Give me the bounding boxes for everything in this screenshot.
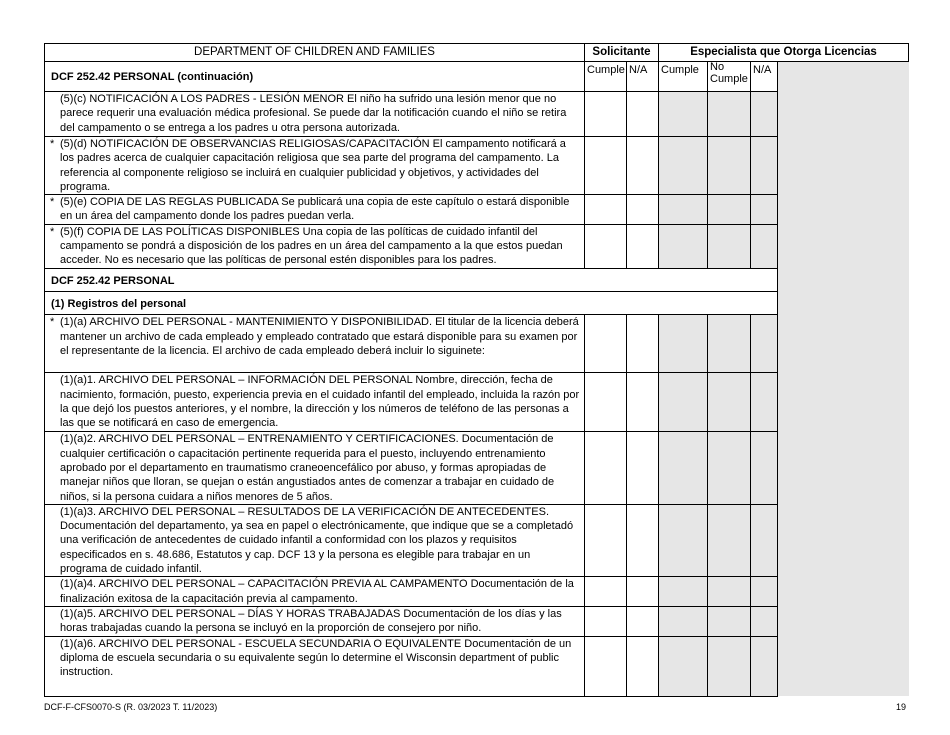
checklist-item: * (1)(a) ARCHIVO DEL PERSONAL - MANTENIMIENTO Y DISPONIBILIDAD. El titular de la licencia deberá mantener un archivo de cada empleado y empleado contratado que estará disponible para su examen por el representante de la licencia. El archivo de cada empleado deberá incluir lo siguinete: — [45, 315, 585, 373]
na-check[interactable] — [627, 92, 659, 137]
specialist-cumple-check[interactable] — [659, 92, 708, 137]
specialist-na-check[interactable] — [751, 137, 778, 195]
na-check[interactable] — [627, 577, 659, 607]
specialist-na-check[interactable] — [751, 577, 778, 607]
cumple-check[interactable] — [585, 315, 627, 373]
section-heading: DCF 252.42 PERSONAL — [45, 268, 778, 291]
cumple-check[interactable] — [585, 137, 627, 195]
specialist-na-check[interactable] — [751, 195, 778, 225]
cumple-check[interactable] — [585, 432, 627, 504]
na-check[interactable] — [627, 606, 659, 636]
specialist-cumple-check[interactable] — [659, 636, 708, 696]
page-number: 19 — [895, 702, 906, 712]
cumple-check[interactable] — [585, 92, 627, 137]
specialist-no-cumple-check[interactable] — [708, 577, 751, 607]
cumple-check[interactable] — [585, 373, 627, 432]
cumple-check[interactable] — [585, 504, 627, 576]
specialist-na-check[interactable] — [751, 432, 778, 504]
specialist-na-check[interactable] — [751, 315, 778, 373]
na-check[interactable] — [627, 373, 659, 432]
checklist-table — [44, 43, 909, 697]
no-cumple-header: No Cumple — [708, 62, 751, 92]
specialist-no-cumple-check[interactable] — [708, 636, 751, 696]
form-sheet — [44, 43, 908, 697]
cumple-header: Cumple — [585, 62, 627, 92]
specialist-na-check[interactable] — [751, 606, 778, 636]
na-check[interactable] — [627, 137, 659, 195]
na-check[interactable] — [627, 224, 659, 268]
checklist-item: (1)(a)4. ARCHIVO DEL PERSONAL – CAPACITACIÓN PREVIA AL CAMPAMENTO Documentación de la finalización exitosa de la capacitación previa al campamento. — [45, 577, 585, 607]
specialist-cumple-check[interactable] — [659, 577, 708, 607]
department-title: DEPARTMENT OF CHILDREN AND FAMILIES — [45, 44, 585, 62]
specialist-cumple-check[interactable] — [659, 373, 708, 432]
specialist-no-cumple-check[interactable] — [708, 92, 751, 137]
specialist-no-cumple-check[interactable] — [708, 195, 751, 225]
checklist-item: * (5)(f) COPIA DE LAS POLÍTICAS DISPONIBLES Una copia de las políticas de cuidado infantil del campamento se pondrá a disposición de los padres en un área del campamento a la que estos puedan acceder. No es necesario que las políticas de personal estén disponibles para los padres. — [45, 224, 585, 268]
specialist-na-check[interactable] — [751, 636, 778, 696]
checklist-item: (1)(a)1. ARCHIVO DEL PERSONAL – INFORMACIÓN DEL PERSONAL Nombre, dirección, fecha de nacimiento, formación, puesto, experiencia previa en el cuidado infantil del empleado, incluida la razón por la que dejó los puestos anteriores, y el nombre, la dirección y los números de teléfono de las personas a las que se notificará en caso de emergencia. — [45, 373, 585, 432]
specialist-no-cumple-check[interactable] — [708, 373, 751, 432]
specialist-no-cumple-check[interactable] — [708, 224, 751, 268]
solicitante-header: Solicitante — [585, 44, 659, 62]
specialist-no-cumple-check[interactable] — [708, 315, 751, 373]
specialist-cumple-check[interactable] — [659, 137, 708, 195]
na-header: N/A — [627, 62, 659, 92]
specialist-no-cumple-check[interactable] — [708, 606, 751, 636]
na-check[interactable] — [627, 195, 659, 225]
cumple-check[interactable] — [585, 195, 627, 225]
specialist-na-check[interactable] — [751, 224, 778, 268]
cumple2-header: Cumple — [659, 62, 708, 92]
na-check[interactable] — [627, 636, 659, 696]
specialist-na-check[interactable] — [751, 92, 778, 137]
na2-header: N/A — [751, 62, 778, 92]
checklist-item: (5)(c) NOTIFICACIÓN A LOS PADRES - LESIÓN MENOR El niño ha sufrido una lesión menor que no parece requerir una evaluación médica profesional. Se puede dar la notificación cuando el niño se retira del campamento o se entrega a los padres u otra persona autorizada. — [45, 92, 585, 137]
na-check[interactable] — [627, 504, 659, 576]
cumple-check[interactable] — [585, 636, 627, 696]
especialista-header: Especialista que Otorga Licencias — [659, 44, 909, 62]
right-margin-shade — [778, 62, 909, 697]
specialist-no-cumple-check[interactable] — [708, 432, 751, 504]
na-check[interactable] — [627, 315, 659, 373]
checklist-item: (1)(a)5. ARCHIVO DEL PERSONAL – DÍAS Y HORAS TRABAJADAS Documentación de los días y las horas trabajadas cuando la persona se incluyó en la proporción de consejero por niño. — [45, 606, 585, 636]
section-title: DCF 252.42 PERSONAL (continuación) — [45, 62, 585, 92]
checklist-item: (1)(a)6. ARCHIVO DEL PERSONAL - ESCUELA SECUNDARIA O EQUIVALENTE Documentación de un diploma de escuela secundaria o su equivalente según lo determine el Wisconsin department of public instruction. — [45, 636, 585, 696]
specialist-cumple-check[interactable] — [659, 315, 708, 373]
specialist-cumple-check[interactable] — [659, 224, 708, 268]
specialist-cumple-check[interactable] — [659, 606, 708, 636]
cumple-check[interactable] — [585, 224, 627, 268]
subsection-heading: (1) Registros del personal — [45, 292, 778, 315]
checklist-item: (1)(a)3. ARCHIVO DEL PERSONAL – RESULTADOS DE LA VERIFICACIÓN DE ANTECEDENTES. Documentación del departamento, ya sea en papel o electrónicamente, que indique que se a completadó una verificación de antecedentes de cuidado infantil a conformidad con los plazos y requisitos especificados en s. 48.686, Estatutos y cap. DCF 13 y la persona es elegible para trabajar en un programa de cuidado infantil. — [45, 504, 585, 576]
form-id: DCF-F-CFS0070-S (R. 03/2023 T. 11/2023) — [44, 702, 218, 712]
specialist-cumple-check[interactable] — [659, 195, 708, 225]
specialist-na-check[interactable] — [751, 373, 778, 432]
specialist-cumple-check[interactable] — [659, 504, 708, 576]
specialist-na-check[interactable] — [751, 504, 778, 576]
cumple-check[interactable] — [585, 606, 627, 636]
specialist-no-cumple-check[interactable] — [708, 137, 751, 195]
na-check[interactable] — [627, 432, 659, 504]
cumple-check[interactable] — [585, 577, 627, 607]
checklist-item: * (5)(d) NOTIFICACIÓN DE OBSERVANCIAS RELIGIOSAS/CAPACITACIÓN El campamento notificará a los padres acerca de cualquier capacitación religiosa que sea parte del programa del campamento. La referencia al componente religioso se incluirá en cualquier publicidad y objetivos, y actividades del programa. — [45, 137, 585, 195]
specialist-cumple-check[interactable] — [659, 432, 708, 504]
checklist-item: (1)(a)2. ARCHIVO DEL PERSONAL – ENTRENAMIENTO Y CERTIFICACIONES. Documentación de cualquier certificación o capacitación pertinente requerida para el puesto, incluyendo entrenamiento aprobado por el departamento en traumatismo craneoencefálico por abuso, y formas apropiadas de manejar niños que lloran, se quejan o están angustiados antes de comenzar a trabajar en cuidado de niños, si la persona cuidara a niños menores de 5 años. — [45, 432, 585, 504]
specialist-no-cumple-check[interactable] — [708, 504, 751, 576]
checklist-item: * (5)(e) COPIA DE LAS REGLAS PUBLICADA Se publicará una copia de este capítulo o estará disponible en un área del campamento donde los padres puedan verla. — [45, 195, 585, 225]
